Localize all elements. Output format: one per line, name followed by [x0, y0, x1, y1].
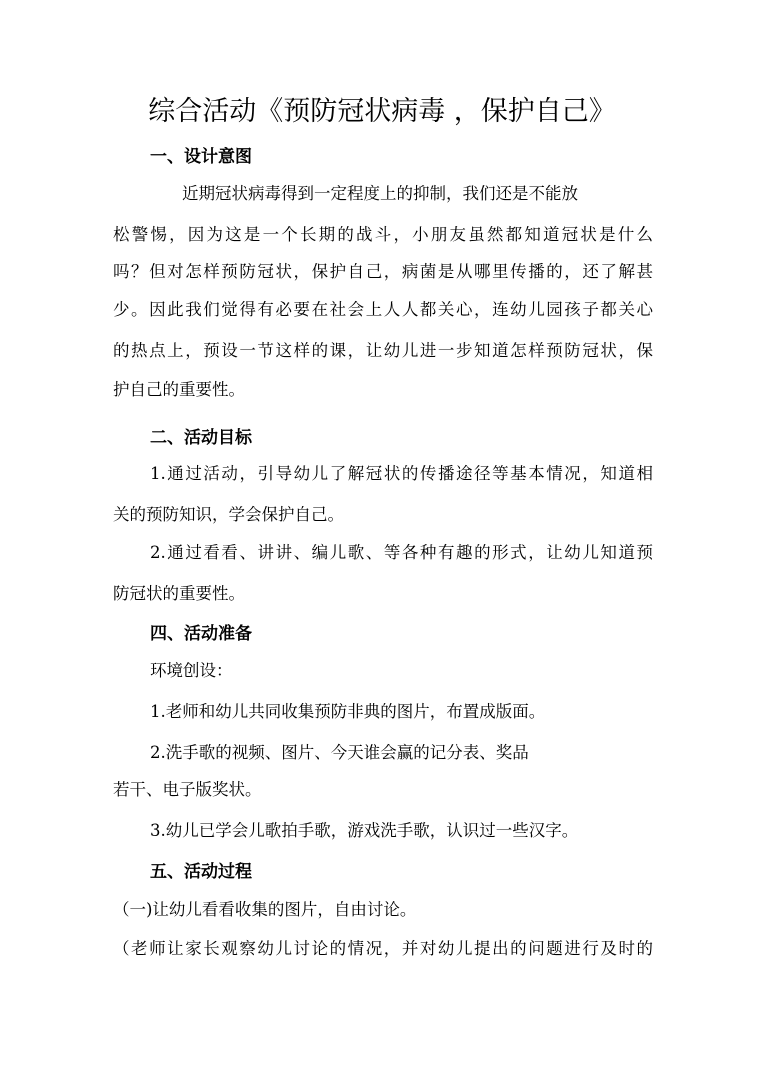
paragraph-line: 近期冠状病毒得到一定程度上的抑制，我们还是不能放 [182, 184, 578, 203]
preparation-label: 环境创设： [150, 661, 233, 680]
goal-item-continuation: 防冠状的重要性。 [113, 584, 245, 603]
process-note: （老师让家长观察幼儿讨论的情况，并对幼儿提出的问题进行及时的 [113, 939, 653, 958]
process-item: （一)让幼儿看看收集的图片，自由讨论。 [113, 900, 417, 919]
section-heading-design-intent: 一、设计意图 [150, 147, 252, 167]
preparation-item: 2.洗手歌的视频、图片、今天谁会赢的记分表、奖品 [150, 743, 529, 762]
goal-item: 2.通过看看、讲讲、编儿歌、等各种有趣的形式，让幼儿知道预 [150, 543, 653, 562]
goal-item: 1.通过活动，引导幼儿了解冠状的传播途径等基本情况，知道相 [150, 464, 653, 483]
section-heading-preparation: 四、活动准备 [150, 624, 252, 644]
document-title: 综合活动《预防冠状病毒 ，保护自己》 [148, 96, 616, 127]
paragraph-line: 松警惕，因为这是一个长期的战斗，小朋友虽然都知道冠状是什么 [113, 225, 653, 244]
paragraph-line: 少。因此我们觉得有必要在社会上人人都关心，连幼儿园孩子都关心 [113, 300, 653, 319]
section-heading-process: 五、活动过程 [150, 862, 252, 882]
preparation-item: 1.老师和幼儿共同收集预防非典的图片，布置成版面。 [150, 702, 546, 721]
goal-item-continuation: 关的预防知识，学会保护自己。 [113, 505, 344, 524]
preparation-item-continuation: 若干、电子版奖状。 [113, 780, 262, 799]
paragraph-line: 的热点上，预设一节这样的课，让幼儿进一步知道怎样预防冠状，保 [113, 341, 653, 360]
paragraph-line: 护自己的重要性。 [113, 380, 245, 399]
paragraph-line: 吗？但对怎样预防冠状，保护自己，病菌是从哪里传播的，还了解甚 [113, 262, 653, 281]
section-heading-goals: 二、活动目标 [150, 428, 252, 448]
preparation-item: 3.幼儿已学会儿歌拍手歌，游戏洗手歌，认识过一些汉字。 [150, 821, 579, 840]
